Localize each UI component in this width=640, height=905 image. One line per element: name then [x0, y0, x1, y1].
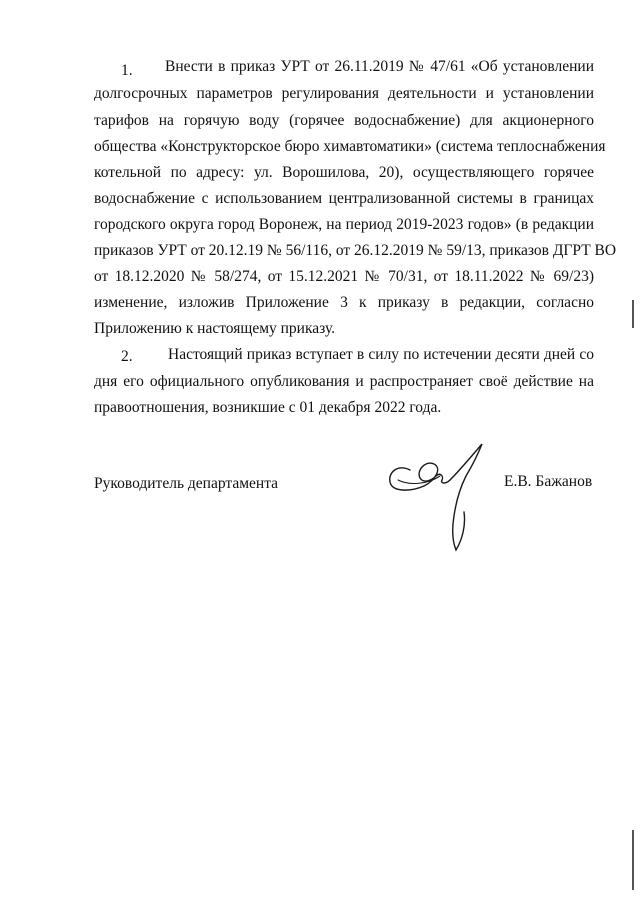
paragraph-1-line: долгосрочных параметров регулирования деятельности и установлении — [94, 85, 594, 102]
paragraph-1-line: водоснабжение с использованием централизованной системы в границах — [94, 190, 594, 207]
paragraph-2-line: дня его официального опубликования и распространяет своё действие на — [94, 373, 594, 390]
paragraph-2-number: 2. — [121, 348, 133, 365]
paragraph-1-line: тарифов на горячую воду (горячее водоснабжение) для акционерного — [94, 112, 594, 129]
paragraph-1-line: Приложению к настоящему приказу. — [94, 320, 336, 337]
paragraph-1-number: 1. — [121, 62, 133, 79]
paragraph-1-line: изменение, изложив Приложение 3 к приказу в редакции, согласно — [94, 294, 594, 311]
paragraph-2-line: правоотношения, возникшие с 01 декабря 2022 года. — [94, 399, 442, 416]
scan-edge-mark — [632, 830, 634, 890]
paragraph-1-line: котельной по адресу: ул. Ворошилова, 20), осуществляющего горячее — [94, 164, 594, 181]
scan-edge-mark — [632, 300, 634, 328]
signatory-title: Руководитель департамента — [94, 475, 279, 492]
paragraph-1-line: городского округа город Воронеж, на период 2019-2023 годов» (в редакции — [94, 216, 594, 233]
paragraph-1-line: от 18.12.2020 № 58/274, от 15.12.2021 № 70/31, от 18.11.2022 № 69/23) — [94, 268, 594, 285]
signatory-name: Е.В. Бажанов — [504, 473, 593, 490]
handwritten-signature — [380, 440, 490, 552]
paragraph-2-line: Настоящий приказ вступает в силу по истечении десяти дней со — [168, 346, 594, 363]
paragraph-1-line: приказов УРТ от 20.12.19 № 56/116, от 26.12.2019 № 59/13, приказов ДГРТ ВО — [94, 242, 617, 259]
paragraph-1-line: Внести в приказ УРТ от 26.11.2019 № 47/61 «Об установлении — [165, 58, 594, 75]
paragraph-1-line: общества «Конструкторское бюро химавтоматики» (система теплоснабжения — [94, 138, 606, 155]
